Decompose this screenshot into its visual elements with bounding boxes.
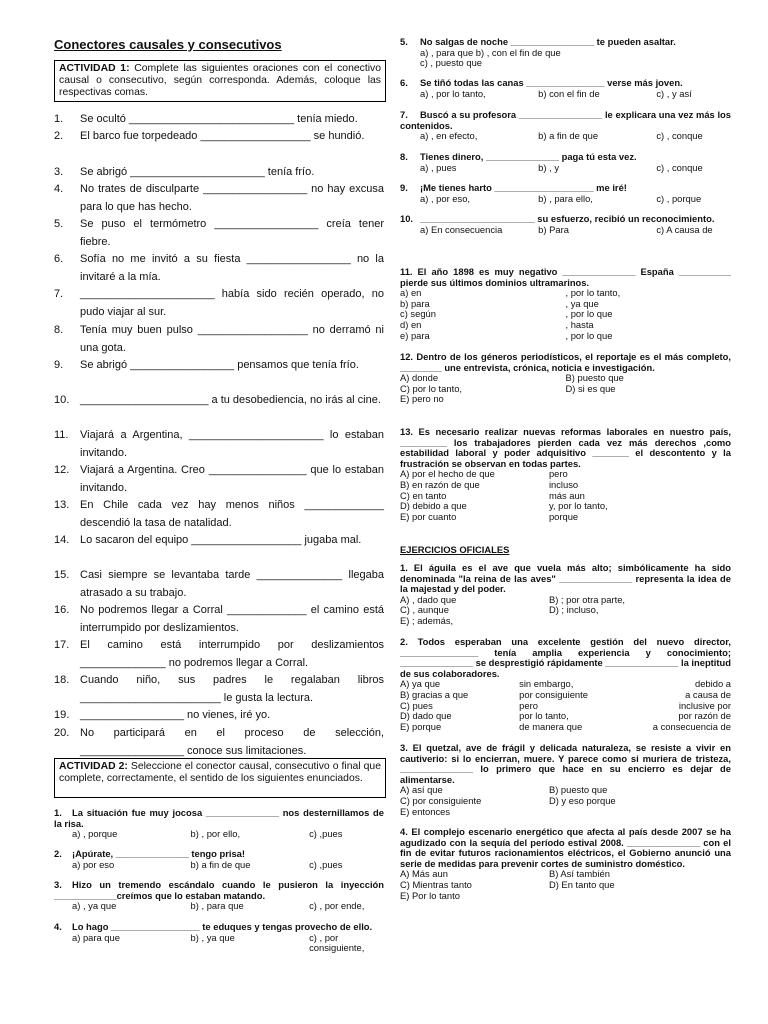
option: pero [519,699,538,711]
item-number: 3. [54,879,62,890]
option: E) porque [400,720,442,732]
item-number: 1. [54,113,64,125]
option [566,394,732,405]
question-stem: 13. Es necesario realizar nuevas reformas laborales en nuestro país, _________ los trabajadores pierden cada vez más derechos ,como estabilidad laboral y poder adquisitivo _______ el descontento y la frustración se observan en todas partes. [400,426,731,469]
option: D) En tanto que [548,878,615,890]
question-options [400,163,731,174]
item-number: 11. [54,429,69,441]
list-item [54,602,384,637]
option: E) por cuanto [400,510,457,522]
question-options [400,469,731,522]
option-connector: porque [548,510,579,522]
option: b) , para que [190,900,244,912]
item-number: 16. [54,604,70,616]
question-options [400,679,731,732]
option: C) Mientras tanto [400,878,472,890]
list-item [54,567,384,602]
list-item [54,637,384,672]
option-connector: , por lo tanto, [565,287,621,299]
question-13 [400,427,731,522]
option: c) según [400,308,436,320]
option: a) en [400,287,422,299]
item-text: Lo sacaron del equipo __________________ jugaba mal. [80,534,362,546]
list-item [54,111,384,129]
option: A) Más aun [400,868,448,880]
item-number: 1. [54,807,62,818]
section-heading: EJERCICIOS OFICIALES [400,544,510,555]
option: c) , conque [656,130,703,142]
option: c) , conque [656,161,703,173]
option: B) gracias a que [400,688,469,700]
option: C) por consiguiente [400,794,482,806]
option: b) , para ello, [538,192,593,204]
option: b) , ya que [190,931,235,943]
item-text: _________________ no vienes, iré yo. [80,709,271,721]
list-item [400,37,731,69]
item-text: Se abrigó _________________ pensamos que tenía frío. [80,359,359,371]
activity-2-instructions [54,758,386,798]
question-stem: 12. Dentro de los géneros periodísticos, el reportaje es el más completo, ________ une entrevista, crónica, noticia e investigación. [400,351,731,373]
option: B) en razón de que [400,478,480,490]
option-connector: pero [548,468,568,480]
item-number: 8. [400,151,408,162]
question-stem [400,110,731,131]
option: c) ,pues [309,828,343,840]
question-options [400,194,731,205]
option: C) , aunque [400,604,449,616]
question-options [54,933,384,954]
option: b) a fin de que [538,130,599,142]
question-options [400,89,731,100]
option: B) ; por otra parte, [548,593,626,605]
option: a) , ya que [72,900,117,912]
list-item [54,427,384,462]
option: c) , y así [656,87,692,99]
question-text: ¡Apúrate, ______________ tengo prisa! [72,848,246,859]
question-options [54,860,384,871]
option: D) dado que [400,710,452,722]
option-connector: , hasta [565,318,594,330]
activity-1-instructions [54,60,386,102]
item-number: 10. [54,394,70,406]
option-connector: y, por lo tanto, [548,500,608,512]
question-text: Se tiñó todas las canas _______________ verse más joven. [420,77,683,88]
option [549,807,731,818]
official-question-4 [400,827,731,901]
list-item [54,286,384,321]
item-number: 7. [54,288,64,300]
question-stem [400,214,731,225]
option: B) puesto que [548,784,608,796]
option: d) en [400,318,422,330]
question-text: Buscó a su profesora ________________ le explicara una vez más los contenidos. [400,109,731,131]
list-item [54,672,384,707]
option [549,891,731,902]
question-stem [54,922,384,933]
option: por lo tanto, [519,710,569,722]
option: a) , por eso, [420,192,471,204]
question-options [400,288,731,341]
question-options [400,48,731,69]
item-number: 20. [54,727,70,739]
question-stem [400,37,731,48]
option: c) ,pues [309,858,343,870]
question-stem: 11. El año 1898 es muy negativo ______________ España __________ pierde sus últimos dominios ultramarinos. [400,266,731,288]
list-item [54,532,384,550]
question-text: ¡Me tienes harto ___________________ me iré! [420,182,627,193]
item-text: Viajará a Argentina, ______________________ lo estaban invitando. [80,429,384,459]
question-stem [400,183,731,194]
question-text: Lo hago _________________ te eduques y tengas provecho de ello. [72,921,373,932]
item-number: 12. [54,464,70,476]
option: a) , en efecto, [420,130,478,142]
list-item [54,462,384,497]
list-item [54,322,384,357]
option-connector: incluso [548,478,579,490]
item-text: El barco fue torpedeado __________________ se hundió. [80,130,365,142]
question-options [400,373,731,405]
option-connector: , por lo que [565,308,613,320]
option: E) entonces [400,805,451,817]
list-item [54,922,384,954]
option: b) , por ello, [190,828,241,840]
question-options [54,901,384,912]
official-question-1 [400,563,731,627]
option: E) Por lo tanto [400,889,460,901]
item-text: No podremos llegar a Corral _____________ el camino está interrumpido por deslizamientos. [80,604,384,634]
item-number: 4. [54,921,62,932]
list-item [54,849,384,870]
question-options [400,595,731,627]
option: a consecuencia de [652,720,731,732]
item-number: 5. [400,36,408,47]
item-text: Se abrigó ______________________ tenía frío. [80,166,315,178]
list-item [54,392,384,410]
option: a) , por lo tanto, [420,87,486,99]
option-connector: , ya que [565,297,599,309]
option-connector: más aun [548,489,585,501]
question-text: Tienes dinero, ______________ paga tú esta vez. [420,151,637,162]
option: c) , puesto que [420,57,483,69]
item-text: En Chile cada vez hay menos niños _____________ descendió la tasa de natalidad. [80,499,384,529]
item-text: _____________________ a tu desobediencia, no irás al cine. [80,394,381,406]
item-text: No trates de disculparte _________________ no hay excusa para lo que has hecho. [80,183,384,213]
item-number: 13. [54,499,70,511]
list-item [400,214,731,235]
option: c) , porque [656,192,702,204]
official-question-3 [400,743,731,817]
item-text: Se puso el termómetro _________________ creía tener fiebre. [80,218,384,248]
option [549,616,731,627]
list-item [54,707,384,725]
option: a) En consecuencia [420,223,503,235]
list-item [54,357,384,375]
option: a) , porque [72,828,118,840]
option: C) pues [400,699,433,711]
question-11 [400,267,731,341]
option: por consiguiente [519,688,588,700]
option: A) , dado que [400,593,457,605]
question-stem: 4. El complejo escenario energético que afecta al país desde 2007 se ha agudizado con la sequía del período estival 2008. ______________ con el fin de evitar futuros racionamientos eléctricos, el Gobierno anunció una serie de medidas para prevenir cortes de suministro doméstico. [400,826,731,869]
option: a) , pues [420,161,457,173]
list-item [54,808,384,840]
item-number: 19. [54,709,70,721]
option: A) ya que [400,678,441,690]
list-item [54,216,384,251]
question-stem: 1. El águila es el ave que vuela más alto; simbólicamente ha sido denominada "la reina de las aves" ______________ representa la idea de la majestad y del poder. [400,562,731,595]
question-stem [400,152,731,163]
list-item [400,183,731,204]
item-number: 2. [54,130,64,142]
list-item [400,152,731,173]
list-item [54,164,384,182]
option: b) con el fin de [538,87,600,99]
item-number: 3. [54,166,64,178]
item-text: El camino está interrumpido por deslizamientos ______________ no podremos llegar a Corral. [80,639,384,669]
option: debido a [695,678,731,690]
question-text: No salgas de noche ________________ te pueden asaltar. [420,36,676,47]
activity-2-label: ACTIVIDAD 2: [59,761,128,772]
item-text: Tenía muy buen pulso __________________ no derramó ni una gota. [80,324,384,354]
option: c) A causa de [656,223,713,235]
option: b) , y [538,161,560,173]
list-item [54,725,384,760]
option: b) Para [538,223,569,235]
option: por razón de [678,710,731,722]
item-text: Viajará a Argentina. Creo ________________ que lo estaban invitando. [80,464,384,494]
item-number: 9. [54,359,64,371]
activity-1-label: ACTIVIDAD 1: [59,63,130,74]
option: D) y eso porque [548,794,616,806]
question-options [54,829,384,840]
item-number: 5. [54,218,64,230]
list-item [54,251,384,286]
question-stem [54,808,384,829]
question-12 [400,352,731,405]
question-stem: 2. Todos esperaban una excelente gestión del nuevo director, _______________ tenía amplia experiencia y conocimiento; ______________ se desprestigió rápidamente ______________ la ineptitud de sus colaboradores. [400,636,731,679]
list-item [400,78,731,99]
page-title: Conectores causales y consecutivos [54,37,282,52]
question-stem [54,849,384,860]
question-options [400,869,731,901]
option: c) , por consiguiente, [309,931,365,954]
question-options [400,131,731,142]
question-options [400,785,731,817]
option: A) así que [400,784,443,796]
item-number: 6. [400,77,408,88]
item-number: 14. [54,534,70,546]
item-number: 10. [400,213,414,224]
list-item [400,110,731,142]
item-number: 8. [54,324,64,336]
option: b) para [400,297,430,309]
item-text: Cuando niño, sus padres le regalaban libros _______________________ le gusta la lectura. [80,674,384,704]
official-question-2 [400,637,731,732]
item-number: 7. [400,109,408,120]
question-stem [54,880,384,901]
list-item [54,128,384,146]
item-text: Se ocultó ___________________________ tenía miedo. [80,113,358,125]
item-number: 17. [54,639,70,651]
item-text: ______________________ había sido recién operado, no pudo viajar al sur. [80,288,384,318]
list-item [54,181,384,216]
item-number: 6. [54,253,64,265]
option-connector: , por lo que [565,329,613,341]
list-item [54,497,384,532]
question-text: Hizo un tremendo escándalo cuando le pusieron la inyección ____________creímos que lo estaban matando. [54,879,384,901]
question-text: ______________________ su esfuerzo, recibió un reconocimiento. [420,213,715,224]
question-text: La situación fue muy jocosa ______________ nos desternillamos de la risa. [54,807,384,829]
option: E) ; además, [400,614,454,626]
question-options [400,225,731,236]
option: sin embargo, [519,678,574,690]
option: C) en tanto [400,489,447,501]
option: A) donde [400,372,439,384]
option: D) ; incluso, [548,604,599,616]
item-number: 9. [400,182,408,193]
option: A) por el hecho de que [400,468,495,480]
item-number: 15. [54,569,70,581]
activity-1-text: Complete las siguientes oraciones con el conectivo causal o consecutivo, según corresponda. Además, coloque las respectivas comas. [59,63,381,98]
item-text: Casi siempre se levantaba tarde ______________ llegaba atrasado a su trabajo. [80,569,384,599]
item-number: 4. [54,183,64,195]
option: a) por eso [72,858,115,870]
option: B) puesto que [565,372,624,384]
question-stem [400,78,731,89]
option: E) pero no [400,393,444,405]
item-text: No participará en el proceso de selección, _________________ conoce sus limitaciones. [80,727,384,757]
option: e) para [400,329,430,341]
option: de manera que [519,720,583,732]
question-stem: 3. El quetzal, ave de frágil y delicada naturaleza, se resiste a vivir en cautiverio: si lo encierran, muere. Y parece como si muriera de tristeza, ______________ lo primero que hace en su encierro es dejar de alimentarse. [400,742,731,785]
item-number: 2. [54,848,62,859]
option: a causa de [685,688,731,700]
option: D) si es que [565,382,616,394]
option: b) a fin de que [190,858,251,870]
option: c) , por ende, [309,900,365,912]
list-item [54,880,384,912]
option: a) , para que b) , con el fin de que [420,46,561,58]
option: a) para que [72,931,120,943]
item-number: 18. [54,674,70,686]
option: C) por lo tanto, [400,382,463,394]
option: D) debido a que [400,500,467,512]
option: B) Así también [548,868,610,880]
item-text: Sofía no me invitó a su fiesta _________________ no la invitaré a la mía. [80,253,384,283]
option: inclusive por [678,699,731,711]
activity-2-text: Seleccione el conector causal, consecutivo o final que complete, correctamente, el sentido de los siguientes enunciados. [59,761,381,784]
